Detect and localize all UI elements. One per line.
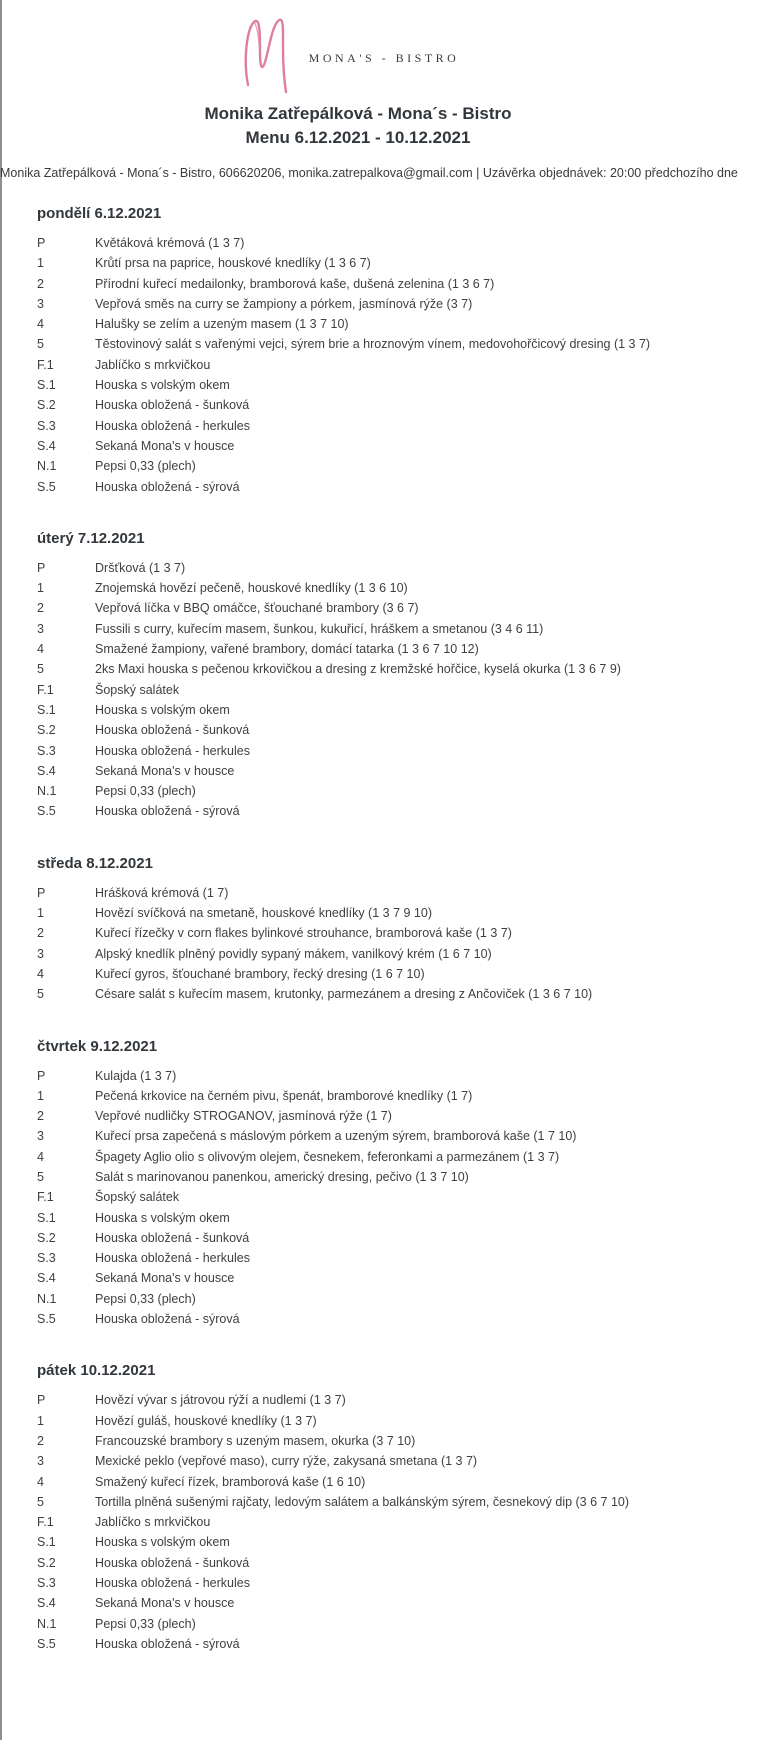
menu-item-code: S.5	[37, 479, 56, 494]
menu-row	[37, 1411, 706, 1431]
menu-row	[37, 1492, 706, 1512]
menu-item-description: Pepsi 0,33 (plech)	[95, 459, 196, 474]
menu-item-code: S.4	[37, 1596, 56, 1611]
menu-item-description: Pečená krkovice na černém pivu, špenát, bramborové knedlíky (1 7)	[95, 1088, 473, 1103]
menu-item-description: Kuřecí prsa zapečená s máslovým pórkem a uzeným sýrem, bramborová kaše (1 7 10)	[95, 1129, 577, 1144]
contact-info: Monika Zatřepálková - Mona´s - Bistro, 606620206, monika.zatrepalkova@gmail.com | Uzávěrka objednávek: 20:00 předchozího dne	[0, 166, 738, 180]
menu-item-code: 5	[37, 662, 44, 677]
menu-row	[37, 1147, 706, 1167]
logo	[0, 12, 716, 96]
menu-item-code: F.1	[37, 1190, 54, 1205]
day-section	[37, 855, 706, 1005]
menu-item-description: Houska obložená - herkules	[95, 418, 250, 433]
page-titles	[0, 102, 716, 150]
menu-item-description: Šopský salátek	[95, 1190, 180, 1205]
menu-item-code: 2	[37, 276, 44, 291]
menu-item-code: S.1	[37, 1535, 56, 1550]
day-rows	[37, 1390, 706, 1654]
menu-item-code: S.3	[37, 743, 56, 758]
day-section	[37, 530, 706, 822]
menu-item-code: S.4	[37, 763, 56, 778]
monogram-m-icon	[239, 13, 297, 98]
menu-item-code: S.2	[37, 398, 56, 413]
menu-item-description: Houska obložená - sýrová	[95, 1636, 240, 1651]
menu-item-code: 3	[37, 1129, 44, 1144]
menu-item-code: N.1	[37, 784, 57, 799]
day-header: pátek 10.12.2021	[37, 1362, 156, 1380]
menu-item-description: Houska obložená - sýrová	[95, 804, 240, 819]
menu-item-code: N.1	[37, 1291, 57, 1306]
menu-row	[37, 903, 706, 923]
menu-item-description: Hovězí svíčková na smetaně, houskové knedlíky (1 3 7 9 10)	[95, 906, 432, 921]
menu-item-code: S.2	[37, 723, 56, 738]
menu-row	[37, 1289, 706, 1309]
menu-item-code: 5	[37, 987, 44, 1002]
menu-item-code: S.3	[37, 1576, 56, 1591]
menu-item-code: 2	[37, 601, 44, 616]
menu-item-code: 5	[37, 1494, 44, 1509]
menu-row	[37, 1248, 706, 1268]
menu-item-description: Houska obložená - herkules	[95, 1576, 250, 1591]
menu-row	[37, 1553, 706, 1573]
menu-item-description: Houska obložená - šunková	[95, 1230, 250, 1245]
menu-item-code: 2	[37, 1109, 44, 1124]
menu-item-code: P	[37, 1068, 46, 1083]
menu-row	[37, 1187, 706, 1207]
day-rows	[37, 233, 706, 497]
brand-text: MONA'S - BISTRO	[308, 50, 460, 65]
menu-item-code: N.1	[37, 459, 57, 474]
menu-days	[0, 205, 716, 1654]
menu-item-code: 3	[37, 296, 44, 311]
menu-row	[37, 964, 706, 984]
menu-item-code: 1	[37, 581, 44, 596]
menu-item-code: S.5	[37, 1636, 56, 1651]
menu-item-description: Dršťková (1 3 7)	[95, 560, 186, 575]
menu-row	[37, 639, 706, 659]
day-rows	[37, 883, 706, 1005]
menu-item-description: Houska s volským okem	[95, 1535, 230, 1550]
menu-item-code: S.4	[37, 438, 56, 453]
menu-item-description: Kulajda (1 3 7)	[95, 1068, 177, 1083]
day-header: úterý 7.12.2021	[37, 529, 145, 547]
menu-row	[37, 923, 706, 943]
menu-item-description: Smažený kuřecí řízek, bramborová kaše (1 6 10)	[95, 1474, 366, 1489]
menu-item-description: Houska s volským okem	[95, 378, 230, 393]
menu-row	[37, 883, 706, 903]
menu-row	[37, 274, 706, 294]
menu-row	[37, 619, 706, 639]
menu-item-description: Krůtí prsa na paprice, houskové knedlíky (1 3 6 7)	[95, 256, 371, 271]
menu-row	[37, 1451, 706, 1471]
menu-item-code: N.1	[37, 1616, 57, 1631]
menu-row	[37, 1593, 706, 1613]
menu-item-code: 3	[37, 1454, 44, 1469]
menu-row	[37, 741, 706, 761]
menu-item-code: 1	[37, 906, 44, 921]
menu-item-description: Sekaná Mona's v housce	[95, 438, 235, 453]
menu-row	[37, 558, 706, 578]
menu-row	[37, 700, 706, 720]
menu-row	[37, 578, 706, 598]
menu-item-description: Tortilla plněná sušenými rajčaty, ledovým salátem a balkánským sýrem, česnekový dip (3 6 7 10)	[95, 1494, 630, 1509]
menu-item-description: Pepsi 0,33 (plech)	[95, 1616, 196, 1631]
menu-row	[37, 761, 706, 781]
menu-row	[37, 294, 706, 314]
menu-item-code: S.4	[37, 1271, 56, 1286]
menu-item-description: Mexické peklo (vepřové maso), curry rýže, zakysaná smetana (1 3 7)	[95, 1454, 478, 1469]
menu-item-code: 4	[37, 1474, 44, 1489]
menu-row	[37, 355, 706, 375]
menu-item-description: Salát s marinovanou panenkou, americký dresing, pečivo (1 3 7 10)	[95, 1169, 469, 1184]
menu-item-description: Houska obložená - šunková	[95, 1555, 250, 1570]
menu-item-code: 2	[37, 1433, 44, 1448]
day-header: čtvrtek 9.12.2021	[37, 1037, 158, 1055]
menu-row	[37, 1228, 706, 1248]
page-title: Monika Zatřepálková - Mona´s - Bistro	[204, 104, 512, 123]
menu-item-description: Jablíčko s mrkvičkou	[95, 1515, 211, 1530]
menu-item-code: 4	[37, 966, 44, 981]
menu-item-code: S.3	[37, 1251, 56, 1266]
menu-row	[37, 1066, 706, 1086]
menu-item-code: P	[37, 560, 46, 575]
menu-row	[37, 456, 706, 476]
menu-item-code: 5	[37, 1169, 44, 1184]
menu-item-description: Špagety Aglio olio s olivovým olejem, česnekem, feferonkami a parmezánem (1 3 7)	[95, 1149, 560, 1164]
menu-row	[37, 944, 706, 964]
menu-item-code: P	[37, 1393, 46, 1408]
menu-item-description: Pepsi 0,33 (plech)	[95, 1291, 196, 1306]
menu-item-code: S.3	[37, 418, 56, 433]
menu-item-description: Houska s volským okem	[95, 1210, 230, 1225]
menu-item-description: Smažené žampiony, vařené brambory, domácí tatarka (1 3 6 7 10 12)	[95, 642, 479, 657]
menu-row	[37, 1472, 706, 1492]
day-section	[37, 205, 706, 497]
menu-row	[37, 1126, 706, 1146]
menu-row	[37, 395, 706, 415]
menu-item-description: Hovězí guláš, houskové knedlíky (1 3 7)	[95, 1413, 317, 1428]
menu-row	[37, 659, 706, 679]
menu-item-code: S.5	[37, 804, 56, 819]
menu-row	[37, 1390, 706, 1410]
menu-item-description: Přírodní kuřecí medailonky, bramborová kaše, dušená zelenina (1 3 6 7)	[95, 276, 495, 291]
menu-item-description: Znojemská hovězí pečeně, houskové knedlíky (1 3 6 10)	[95, 581, 408, 596]
menu-row	[37, 233, 706, 253]
menu-item-description: Sekaná Mona's v housce	[95, 1271, 235, 1286]
menu-item-description: Hovězí vývar s játrovou rýží a nudlemi (1 3 7)	[95, 1393, 346, 1408]
menu-item-description: Šopský salátek	[95, 682, 180, 697]
menu-item-code: 4	[37, 642, 44, 657]
menu-item-code: 4	[37, 1149, 44, 1164]
day-rows	[37, 558, 706, 822]
day-rows	[37, 1066, 706, 1330]
menu-item-description: Jablíčko s mrkvičkou	[95, 357, 211, 372]
menu-row	[37, 477, 706, 497]
menu-item-description: Těstovinový salát s vařenými vejci, sýrem brie a hroznovým vínem, medovohořčicový dresing (1 3 7)	[95, 337, 651, 352]
menu-item-code: F.1	[37, 1515, 54, 1530]
menu-date-range: Menu 6.12.2021 - 10.12.2021	[245, 128, 471, 147]
menu-item-code: 1	[37, 256, 44, 271]
menu-item-description: Kuřecí řízečky v corn flakes bylinkové strouhance, bramborová kaše (1 3 7)	[95, 926, 512, 941]
menu-item-description: Sekaná Mona's v housce	[95, 1596, 235, 1611]
menu-row	[37, 1512, 706, 1532]
menu-item-description: Kuřecí gyros, šťouchané brambory, řecký dresing (1 6 7 10)	[95, 966, 425, 981]
day-header: středa 8.12.2021	[37, 854, 153, 872]
menu-item-code: P	[37, 885, 46, 900]
menu-row	[37, 801, 706, 821]
menu-row	[37, 1532, 706, 1552]
menu-item-description: Pepsi 0,33 (plech)	[95, 784, 196, 799]
menu-row	[37, 1268, 706, 1288]
menu-item-description: Hrášková krémová (1 7)	[95, 885, 229, 900]
menu-item-code: 3	[37, 621, 44, 636]
menu-item-description: Halušky se zelím a uzeným masem (1 3 7 10)	[95, 317, 349, 332]
menu-row	[37, 253, 706, 273]
menu-item-code: 1	[37, 1088, 44, 1103]
menu-item-code: S.1	[37, 1210, 56, 1225]
menu-item-code: 5	[37, 337, 44, 352]
menu-item-description: Houska obložená - sýrová	[95, 1312, 240, 1327]
menu-item-code: S.2	[37, 1230, 56, 1245]
menu-item-description: Houska obložená - sýrová	[95, 479, 240, 494]
menu-row	[37, 598, 706, 618]
day-section	[37, 1362, 706, 1654]
menu-item-code: S.2	[37, 1555, 56, 1570]
menu-item-description: Fussili s curry, kuřecím masem, šunkou, kukuřicí, hráškem a smetanou (3 4 6 11)	[95, 621, 544, 636]
menu-item-code: S.5	[37, 1312, 56, 1327]
menu-item-description: Houska obložená - šunková	[95, 398, 250, 413]
day-header: pondělí 6.12.2021	[37, 205, 162, 222]
menu-row	[37, 416, 706, 436]
menu-item-code: 2	[37, 926, 44, 941]
menu-item-description: Francouzské brambory s uzeným masem, okurka (3 7 10)	[95, 1433, 416, 1448]
menu-item-code: F.1	[37, 357, 54, 372]
menu-row	[37, 1431, 706, 1451]
menu-item-description: Sekaná Mona's v housce	[95, 763, 235, 778]
menu-row	[37, 680, 706, 700]
menu-item-description: 2ks Maxi houska s pečenou krkovičkou a dresing z kremžské hořčice, kyselá okurka (1 3 6 7 9)	[95, 662, 621, 677]
menu-row	[37, 1208, 706, 1228]
menu-row	[37, 1106, 706, 1126]
menu-item-code: 3	[37, 946, 44, 961]
menu-item-description: Květáková krémová (1 3 7)	[95, 236, 245, 250]
menu-item-code: P	[37, 236, 46, 250]
menu-item-code: 1	[37, 1413, 44, 1428]
menu-row	[37, 1614, 706, 1634]
menu-row	[37, 436, 706, 456]
menu-row	[37, 334, 706, 354]
menu-row	[37, 314, 706, 334]
menu-row	[37, 720, 706, 740]
menu-item-code: S.1	[37, 702, 56, 717]
menu-item-description: Houska s volským okem	[95, 702, 230, 717]
menu-item-description: Césare salát s kuřecím masem, krutonky, parmezánem a dresing z Ančoviček (1 3 6 7 10)	[95, 987, 593, 1002]
menu-row	[37, 781, 706, 801]
menu-item-description: Houska obložená - herkules	[95, 1251, 250, 1266]
menu-item-description: Vepřová líčka v BBQ omáčce, šťouchané brambory (3 6 7)	[95, 601, 419, 616]
menu-item-description: Vepřové nudličky STROGANOV, jasmínová rýže (1 7)	[95, 1109, 392, 1124]
menu-item-code: S.1	[37, 378, 56, 393]
menu-row	[37, 1634, 706, 1654]
menu-row	[37, 984, 706, 1004]
menu-item-description: Vepřová směs na curry se žampiony a pórkem, jasmínová rýže (3 7)	[95, 296, 473, 311]
menu-item-description: Houska obložená - herkules	[95, 743, 250, 758]
menu-row	[37, 1309, 706, 1329]
menu-row	[37, 375, 706, 395]
menu-row	[37, 1167, 706, 1187]
day-section	[37, 1038, 706, 1330]
menu-item-code: F.1	[37, 682, 54, 697]
menu-item-description: Alpský knedlík plněný povidly sypaný mákem, vanilkový krém (1 6 7 10)	[95, 946, 492, 961]
menu-item-description: Houska obložená - šunková	[95, 723, 250, 738]
menu-row	[37, 1086, 706, 1106]
menu-row	[37, 1573, 706, 1593]
menu-item-code: 4	[37, 317, 44, 332]
